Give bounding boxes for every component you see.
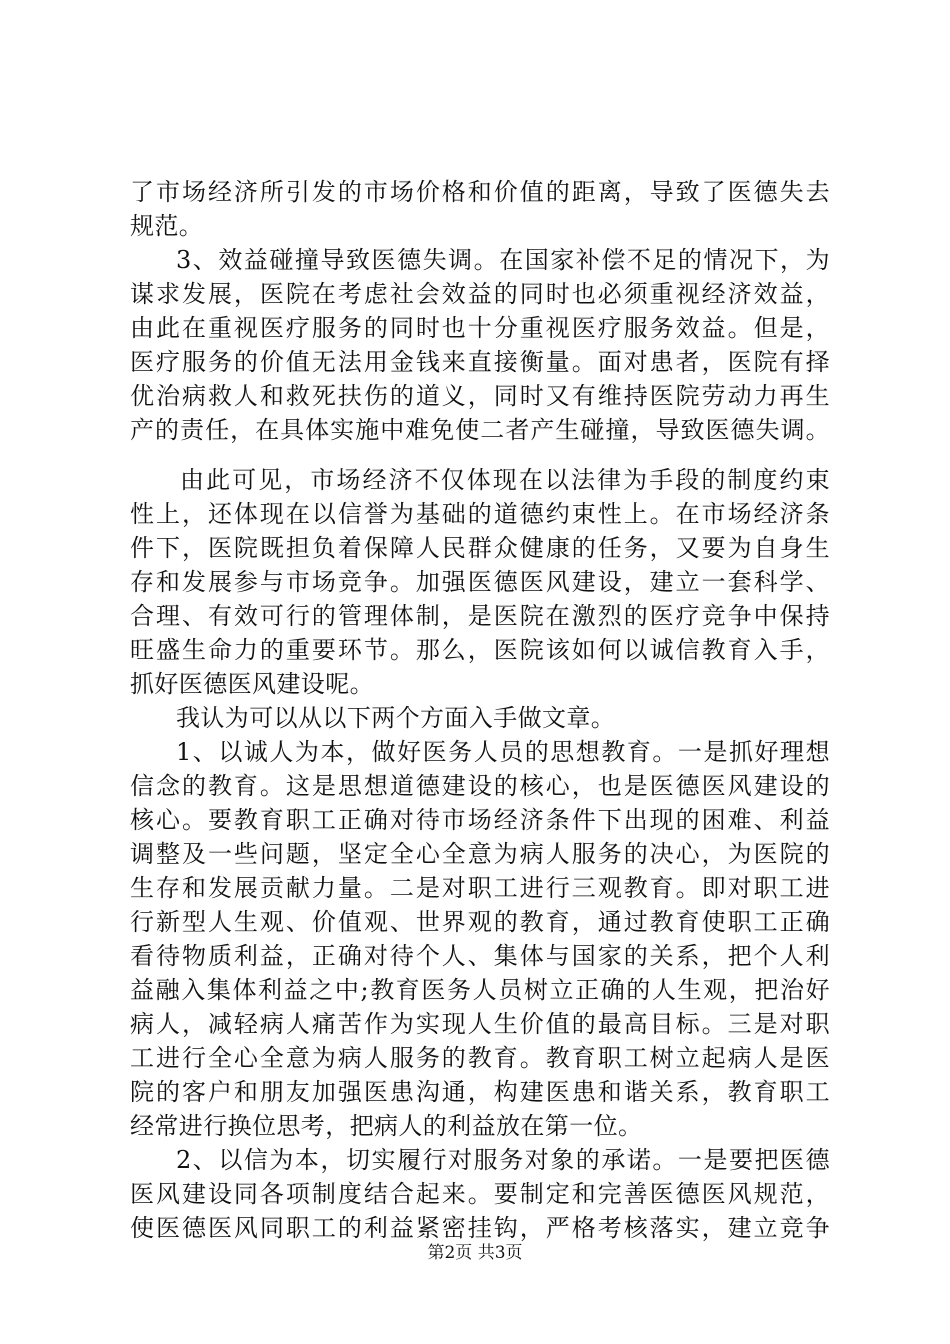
text-line: 使医德医风同职工的利益紧密挂钩，严格考核落实，建立竞争: [130, 1214, 830, 1242]
text-line: 旺盛生命力的重要环节。那么，医院该如何以诚信教育入手，: [130, 636, 830, 664]
text-line: 性上，还体现在以信誉为基础的道德约束性上。在市场经济条: [130, 500, 830, 528]
text-line: 工进行全心全意为病人服务的教育。教育职工树立起病人是医: [130, 1044, 830, 1072]
text-line: 由此在重视医疗服务的同时也十分重视医疗服务效益。但是，: [130, 314, 830, 342]
text-line: 谋求发展，医院在考虑社会效益的同时也必须重视经济效益，: [130, 280, 830, 308]
text-line: 1、以诚人为本，做好医务人员的思想教育。一是抓好理想: [176, 738, 830, 766]
text-line: 益融入集体利益之中;教育医务人员树立正确的人生观，把治好: [130, 976, 830, 1004]
text-line: 合理、有效可行的管理体制，是医院在激烈的医疗竞争中保持: [130, 602, 830, 630]
text-line: 行新型人生观、价值观、世界观的教育，通过教育使职工正确: [130, 908, 830, 936]
page-footer: 第2页 共3页: [427, 1243, 523, 1263]
text-line: 产的责任，在具体实施中难免使二者产生碰撞，导致医德失调。: [130, 416, 830, 444]
text-line: 医疗服务的价值无法用金钱来直接衡量。面对患者，医院有择: [130, 348, 830, 376]
text-line: 存和发展参与市场竞争。加强医德医风建设，建立一套科学、: [130, 568, 830, 596]
text-line: 优治病救人和救死扶伤的道义，同时又有维持医院劳动力再生: [130, 382, 830, 410]
text-line: 抓好医德医风建设呢。: [130, 670, 374, 698]
text-line: 病人，减轻病人痛苦作为实现人生价值的最高目标。三是对职: [130, 1010, 830, 1038]
text-line: 医风建设同各项制度结合起来。要制定和完善医德医风规范，: [130, 1180, 830, 1208]
text-line: 看待物质利益，正确对待个人、集体与国家的关系，把个人利: [130, 942, 830, 970]
text-line: 院的客户和朋友加强医患沟通，构建医患和谐关系，教育职工: [130, 1078, 830, 1106]
text-line: 件下，医院既担负着保障人民群众健康的任务，又要为自身生: [130, 534, 830, 562]
text-line: 2、以信为本，切实履行对服务对象的承诺。一是要把医德: [176, 1146, 830, 1174]
text-line: 规范。: [130, 212, 204, 240]
text-line: 经常进行换位思考，把病人的利益放在第一位。: [130, 1112, 643, 1140]
text-line: 我认为可以从以下两个方面入手做文章。: [176, 704, 616, 732]
text-line: 3、效益碰撞导致医德失调。在国家补偿不足的情况下，为: [176, 246, 830, 274]
text-line: 信念的教育。这是思想道德建设的核心，也是医德医风建设的: [130, 772, 830, 800]
text-line: 了市场经济所引发的市场价格和价值的距离，导致了医德失去: [130, 178, 830, 206]
text-line: 调整及一些问题，坚定全心全意为病人服务的决心，为医院的: [130, 840, 830, 868]
text-line: 由此可见，市场经济不仅体现在以法律为手段的制度约束: [180, 466, 830, 494]
text-line: 生存和发展贡献力量。二是对职工进行三观教育。即对职工进: [130, 874, 830, 902]
text-line: 核心。要教育职工正确对待市场经济条件下出现的困难、利益: [130, 806, 830, 834]
